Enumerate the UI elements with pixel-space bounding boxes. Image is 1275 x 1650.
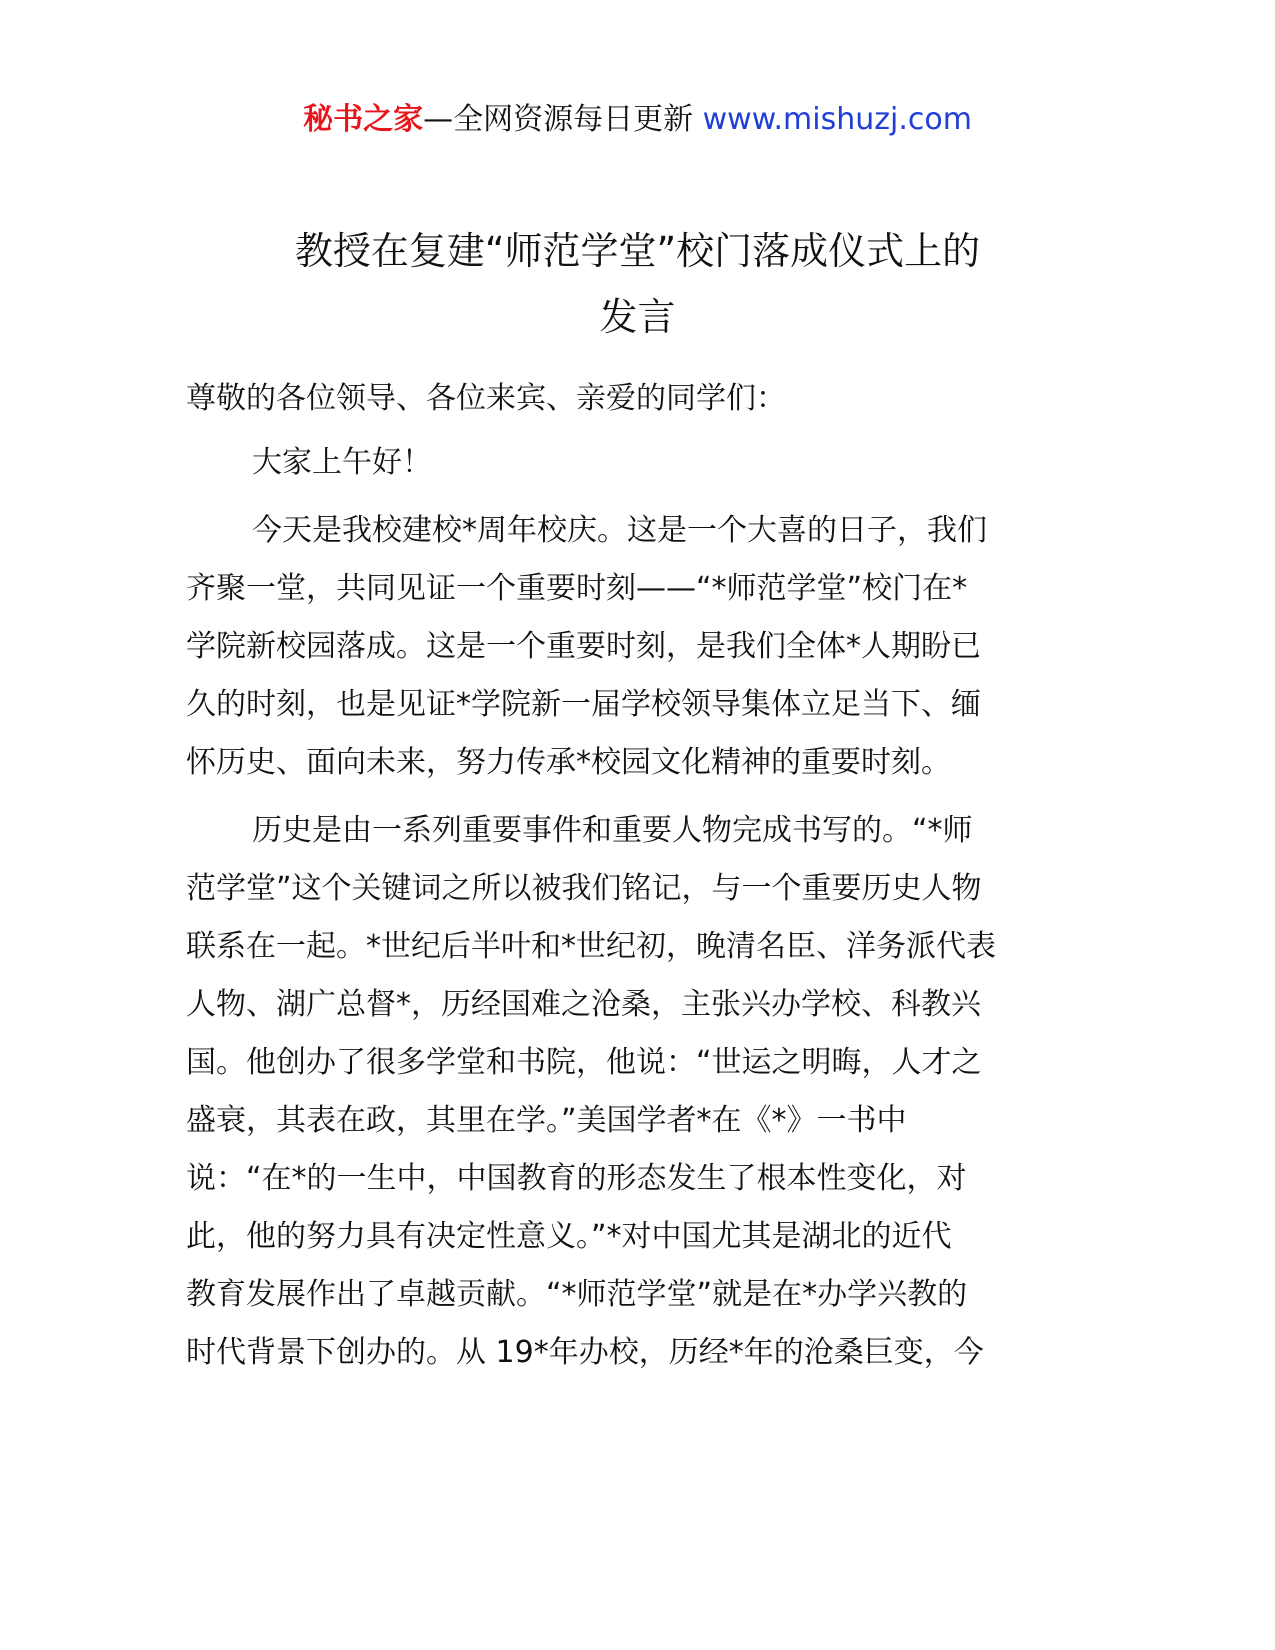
paragraph-line: 范学堂”这个关键词之所以被我们铭记，与一个重要历史人物 [186, 871, 982, 906]
site-url-link[interactable]: www.mishuzj.com [702, 102, 972, 137]
document-body [186, 370, 1086, 1382]
paragraph-line: 教育发展作出了卓越贡献。“*师范学堂”就是在*办学兴教的 [186, 1277, 968, 1312]
paragraph-line: 说：“在*的一生中，中国教育的形态发生了根本性变化，对 [186, 1161, 967, 1196]
paragraph-line: 联系在一起。*世纪后半叶和*世纪初，晚清名臣、洋务派代表 [186, 929, 996, 964]
paragraph-line: 时代背景下创办的。从 19*年办校，历经*年的沧桑巨变，今 [186, 1335, 984, 1370]
header-tagline: —全网资源每日更新 [423, 102, 694, 137]
brand-name: 秘书之家 [303, 102, 424, 137]
paragraph-line: 历史是由一系列重要事件和重要人物完成书写的。“*师 [252, 813, 973, 848]
paragraph-2 [186, 802, 1086, 1382]
paragraph-line: 怀历史、面向未来，努力传承*校园文化精神的重要时刻。 [186, 745, 951, 780]
greeting-line: 大家上午好！ [252, 445, 432, 480]
title-line-1: 教授在复建“师范学堂”校门落成仪式上的 [294, 229, 981, 273]
paragraph-line: 盛衰，其表在政，其里在学。”美国学者*在《*》一书中 [186, 1103, 907, 1138]
title-line-2: 发言 [599, 295, 676, 339]
salutation: 尊敬的各位领导、各位来宾、亲爱的同学们： [186, 381, 786, 416]
site-header [0, 98, 1275, 142]
paragraph-line: 人物、湖广总督*，历经国难之沧桑，主张兴办学校、科教兴 [186, 987, 981, 1022]
document-title [200, 218, 1075, 350]
paragraph-1 [186, 502, 1086, 792]
paragraph-line: 久的时刻，也是见证*学院新一届学校领导集体立足当下、缅 [186, 687, 981, 722]
paragraph-line: 齐聚一堂，共同见证一个重要时刻——“*师范学堂”校门在* [186, 571, 968, 606]
paragraph-line: 今天是我校建校*周年校庆。这是一个大喜的日子，我们 [252, 513, 987, 548]
paragraph-line: 学院新校园落成。这是一个重要时刻，是我们全体*人期盼已 [186, 629, 981, 664]
paragraph-line: 此，他的努力具有决定性意义。”*对中国尤其是湖北的近代 [186, 1219, 952, 1254]
paragraph-line: 国。他创办了很多学堂和书院，他说：“世运之明晦，人才之 [186, 1045, 982, 1080]
